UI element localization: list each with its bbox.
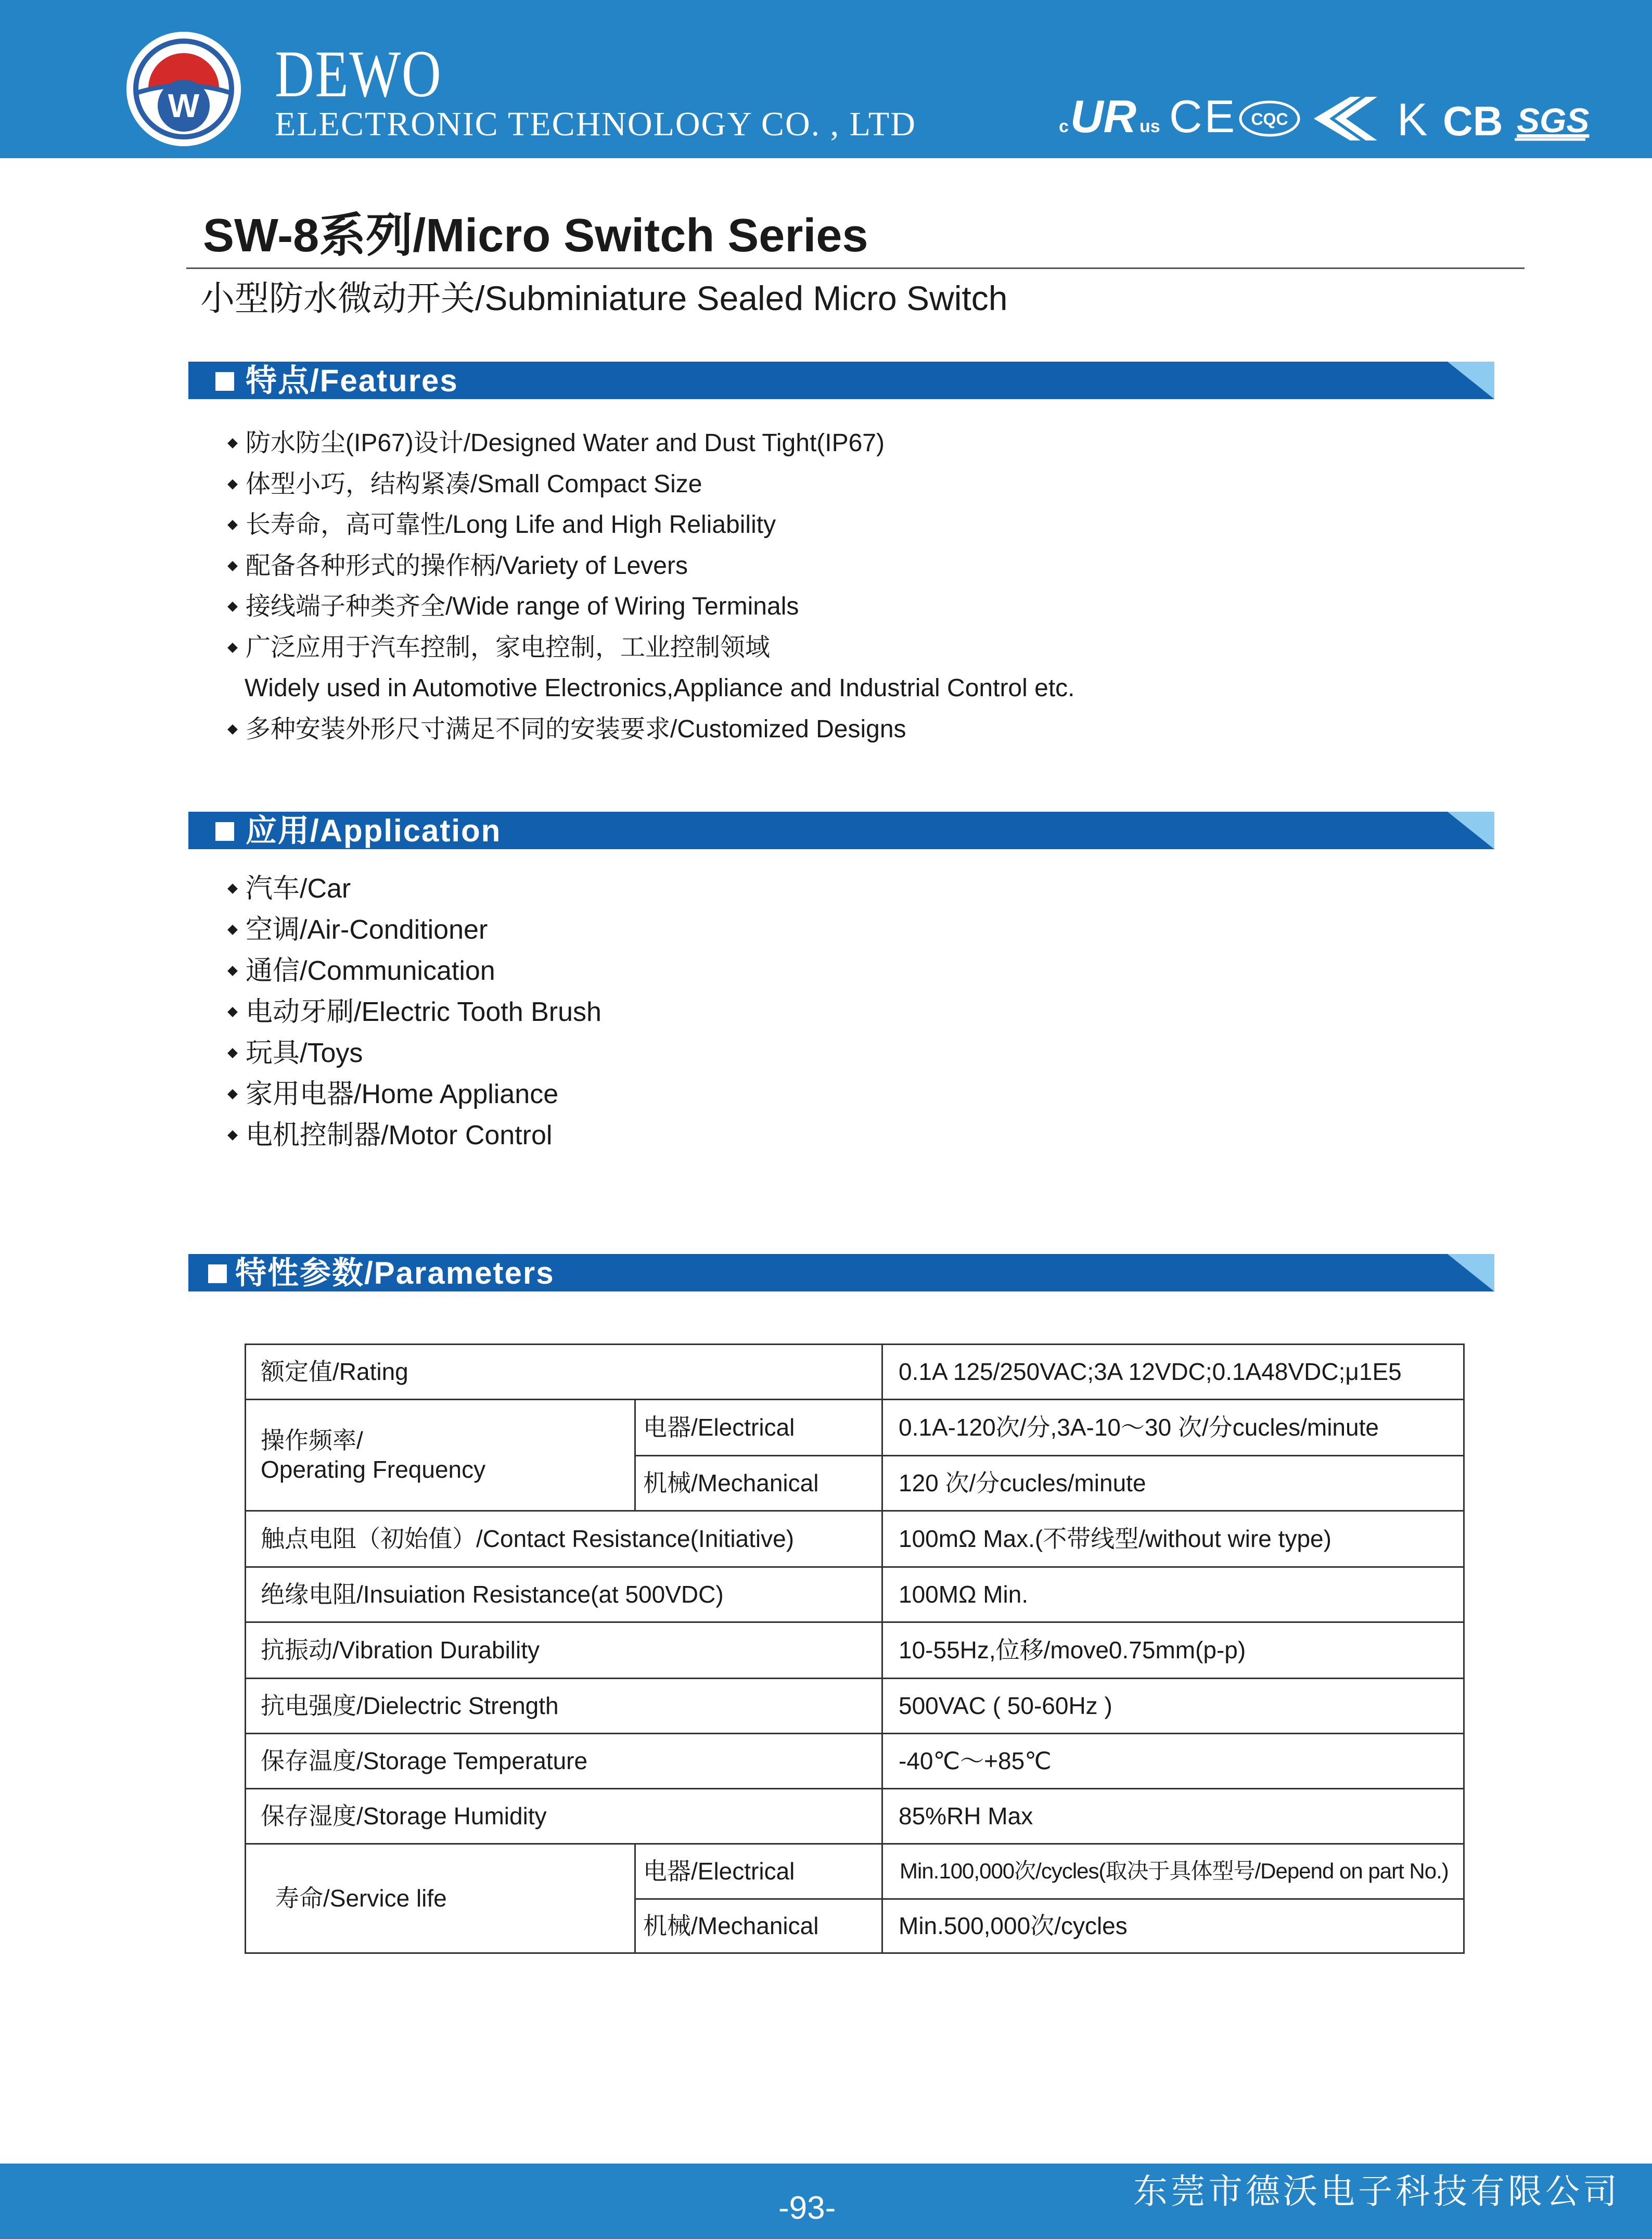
brand-subtitle: ELECTRONIC TECHNOLOGY CO. , LTD <box>275 105 916 143</box>
cert-ccc-label: CCC <box>1059 88 1060 89</box>
cert-sgs: SGS <box>1517 101 1590 139</box>
square-bullet-icon <box>208 1264 227 1283</box>
param-value: 0.1A-120次/分,3A-10～30 次/分cucles/minute <box>882 1400 1464 1456</box>
table-row <box>246 1679 1464 1734</box>
features-heading: 特点/Features <box>246 363 458 398</box>
param-label: 触点电阻（初始值）/Contact Resistance(Initiative) <box>246 1511 882 1567</box>
list-item: 电动牙刷/Electric Tooth Brush <box>229 999 601 1040</box>
table-row <box>246 1511 1464 1567</box>
param-label-cn: 操作频率/ <box>261 1427 363 1454</box>
table-row <box>246 1789 1464 1844</box>
param-label: 寿命/Service life <box>246 1844 635 1953</box>
param-label: 抗电强度/Dielectric Strength <box>246 1679 882 1734</box>
param-value: 85%RH Max <box>882 1789 1464 1844</box>
cert-ce: CE <box>1169 91 1237 142</box>
param-label: 抗振动/Vibration Durability <box>246 1622 882 1679</box>
dewo-logo <box>125 30 242 148</box>
list-item: 配备各种形式的操作柄/Variety of Levers <box>229 554 1074 595</box>
section-accent <box>1448 812 1494 849</box>
page-subtitle: 小型防水微动开关/Subminiature Sealed Micro Switch <box>200 279 1008 317</box>
list-item: 广泛应用于汽车控制，家电控制，工业控制领域 <box>229 635 1074 676</box>
title-divider <box>186 267 1525 269</box>
section-accent <box>1448 1254 1494 1291</box>
features-list <box>229 431 1074 758</box>
table-row <box>246 1844 1464 1899</box>
cert-cb: CB <box>1443 98 1503 144</box>
list-item: 长寿命，高可靠性/Long Life and High Reliability <box>229 513 1074 554</box>
list-item: 玩具/Toys <box>229 1040 601 1081</box>
certification-marks <box>1059 88 1595 146</box>
list-item: 电机控制器/Motor Control <box>229 1122 601 1163</box>
parameters-section-bar <box>188 1254 1494 1291</box>
brand-name: DEWO <box>275 37 442 111</box>
param-value: 0.1A 125/250VAC;3A 12VDC;0.1A48VDC;μ1E5 <box>882 1345 1464 1400</box>
table-row <box>246 1400 1464 1456</box>
param-value: 500VAC ( 50-60Hz ) <box>882 1679 1464 1734</box>
list-item: 空调/Air-Conditioner <box>229 916 601 957</box>
list-item: 汽车/Car <box>229 875 601 916</box>
list-item: 接线端子种类齐全/Wide range of Wiring Terminals <box>229 594 1074 635</box>
table-row <box>246 1622 1464 1679</box>
application-list <box>229 875 601 1163</box>
param-label: 保存温度/Storage Temperature <box>246 1734 882 1789</box>
table-row <box>246 1567 1464 1622</box>
list-item: 家用电器/Home Appliance <box>229 1081 601 1122</box>
table-row <box>246 1345 1464 1400</box>
list-item: 多种安装外形尺寸满足不同的安装要求/Customized Designs <box>229 717 1074 758</box>
param-value: 100MΩ Min. <box>882 1567 1464 1622</box>
param-sublabel: 电器/Electrical <box>635 1844 882 1899</box>
features-section-bar <box>188 362 1494 399</box>
param-label: 额定值/Rating <box>246 1345 882 1400</box>
table-row <box>246 1734 1464 1789</box>
company-name-cn: 东莞市德沃电子科技有限公司 <box>1133 2172 1620 2210</box>
logo-letter: W <box>168 87 200 124</box>
list-item: 通信/Communication <box>229 957 601 999</box>
page-number: -93- <box>778 2190 836 2226</box>
param-value: 10-55Hz,位移/move0.75mm(p-p) <box>882 1622 1464 1679</box>
page-title: SW-8系列/Micro Switch Series <box>203 210 868 262</box>
param-label: 绝缘电阻/Insuiation Resistance(at 500VDC) <box>246 1567 882 1622</box>
param-sublabel: 机械/Mechanical <box>635 1899 882 1953</box>
param-sublabel: 机械/Mechanical <box>635 1456 882 1511</box>
param-value: -40℃～+85℃ <box>882 1734 1464 1789</box>
param-value: 100mΩ Max.(不带线型/without wire type) <box>882 1511 1464 1567</box>
application-heading: 应用/Application <box>246 813 502 848</box>
cert-k: K <box>1397 94 1428 145</box>
section-accent <box>1448 362 1494 399</box>
list-item-continuation: Widely used in Automotive Electronics,Appliance and Industrial Control etc. <box>245 674 1075 702</box>
param-label-en: Operating Frequency <box>261 1455 486 1483</box>
application-section-bar <box>188 812 1494 849</box>
param-value: Min.100,000次/cycles(取决于具体型号/Depend on part No.) <box>882 1844 1464 1899</box>
cert-cqc: CQC <box>1251 110 1288 129</box>
cert-us: us <box>1139 117 1160 136</box>
param-value: Min.500,000次/cycles <box>882 1899 1464 1953</box>
list-item: 防水防尘(IP67)设计/Designed Water and Dust Tight(IP67) <box>229 431 1074 472</box>
list-item: 体型小巧，结构紧凑/Small Compact Size <box>229 472 1074 513</box>
param-value: 120 次/分cucles/minute <box>882 1456 1464 1511</box>
cert-ur: UR <box>1070 91 1137 142</box>
square-bullet-icon <box>215 822 234 841</box>
param-label <box>246 1400 635 1511</box>
param-sublabel: 电器/Electrical <box>635 1400 882 1456</box>
square-bullet-icon <box>215 372 234 391</box>
cert-c: c <box>1059 117 1069 136</box>
param-label: 保存湿度/Storage Humidity <box>246 1789 882 1844</box>
parameters-heading: 特性参数/Parameters <box>235 1256 555 1290</box>
parameters-table <box>245 1344 1465 1954</box>
